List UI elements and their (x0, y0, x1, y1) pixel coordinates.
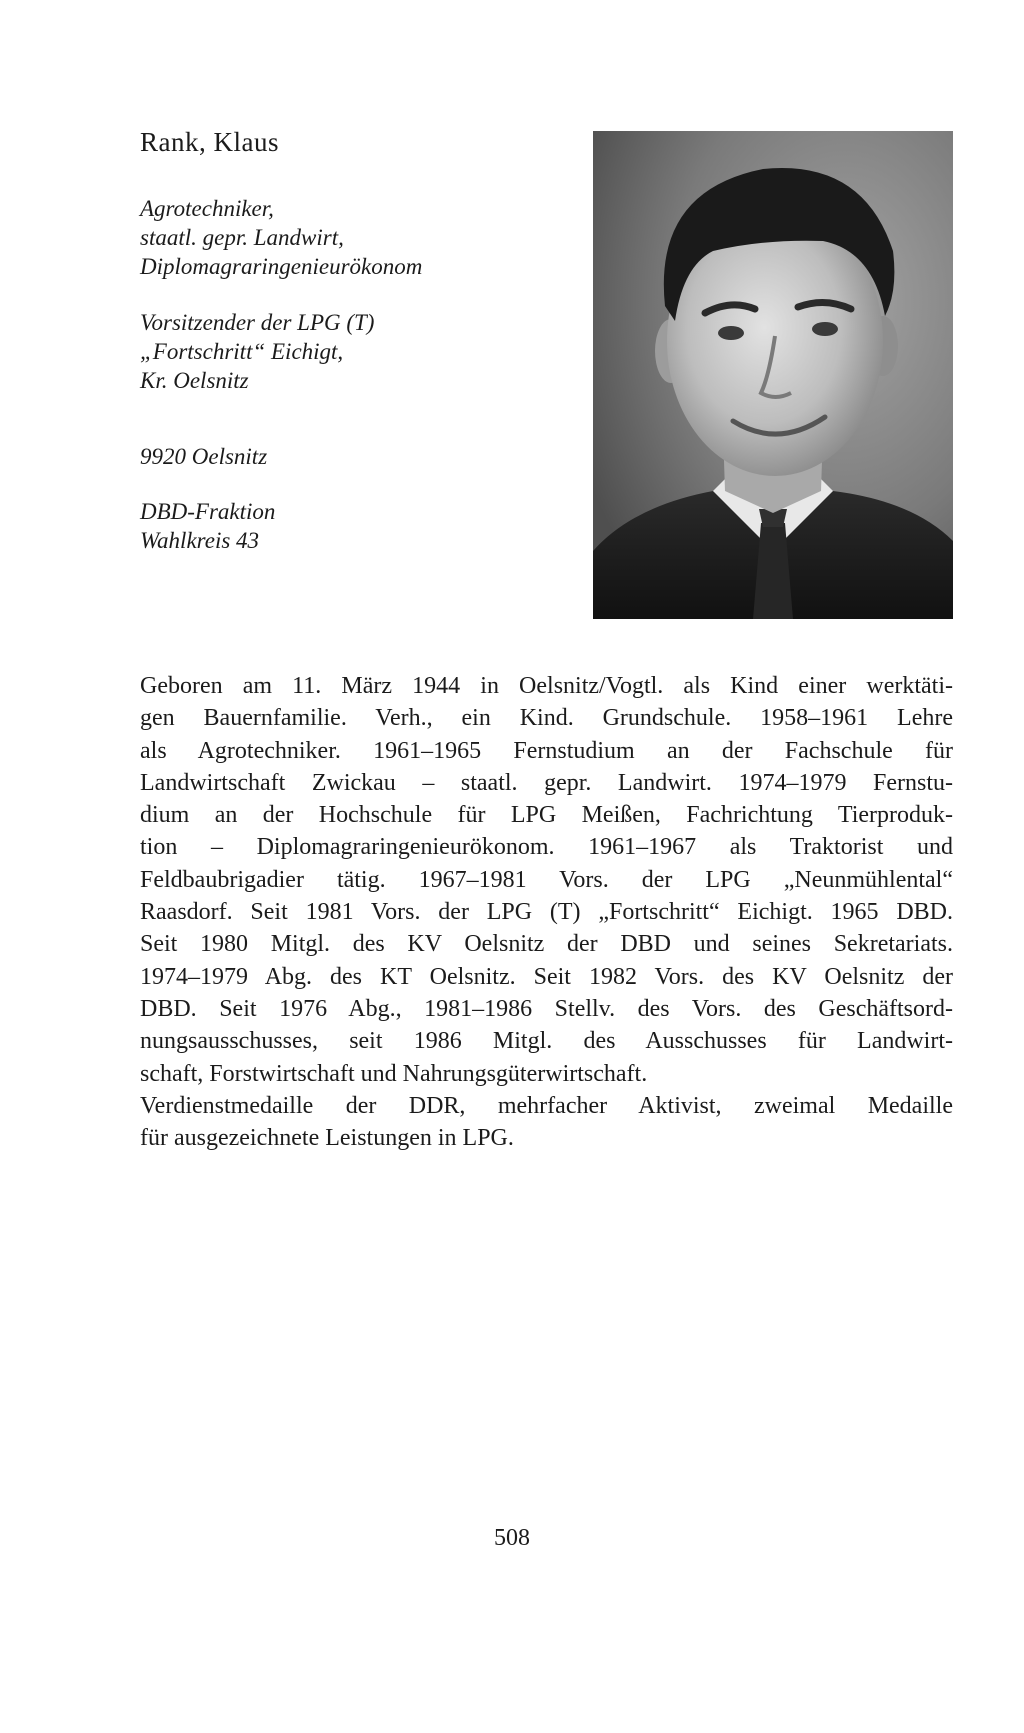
position-line: Kr. Oelsnitz (140, 368, 249, 393)
portrait-photo (593, 131, 953, 619)
biography-line: Raasdorf. Seit 1981 Vors. der LPG (T) „Fortschritt“ Eichigt. 1965 DBD. (140, 899, 953, 926)
constituency-line: Wahlkreis 43 (140, 528, 260, 553)
biography-line: schaft, Forstwirtschaft und Nahrungsgüterwirtschaft. (140, 1060, 648, 1087)
biography-line: dium an der Hochschule für LPG Meißen, Fachrichtung Tierproduk- (140, 802, 953, 829)
biography-line: nungsausschusses, seit 1986 Mitgl. des Ausschusses für Landwirt- (140, 1028, 953, 1055)
address-line: 9920 Oelsnitz (140, 444, 268, 469)
position-line: „Fortschritt“ Eichigt, (140, 339, 344, 364)
awards-line: Verdienstmedaille der DDR, mehrfacher Aktivist, zweimal Medaille (140, 1092, 953, 1119)
biography-line: tion – Diplomagraringenieurökonom. 1961–1967 als Traktorist und (140, 834, 953, 861)
biography-line: gen Bauernfamilie. Verh., ein Kind. Grundschule. 1958–1961 Lehre (140, 705, 953, 732)
page-number: 508 (494, 1525, 530, 1551)
person-name: Rank, Klaus (140, 127, 279, 157)
faction-line: DBD-Fraktion (140, 499, 276, 524)
awards-line: für ausgezeichnete Leistungen in LPG. (140, 1125, 514, 1152)
qualification-line: Diplomagraringenieurökonom (140, 254, 423, 279)
biography-line: als Agrotechniker. 1961–1965 Fernstudium an der Fachschule für (140, 737, 953, 764)
qualification-line: Agrotechniker, (140, 196, 274, 221)
qualifications-block (140, 194, 422, 281)
address-block (140, 442, 267, 471)
biography-line: DBD. Seit 1976 Abg., 1981–1986 Stellv. des Vors. des Geschäftsord- (140, 995, 953, 1022)
biography-line: Feldbaubrigadier tätig. 1967–1981 Vors. der LPG „Neunmühlental“ (140, 866, 953, 893)
position-block (140, 308, 374, 395)
biography-text (140, 670, 953, 1154)
biography-line: Seit 1980 Mitgl. des KV Oelsnitz der DBD und seines Sekretariats. (140, 931, 953, 958)
faction-block (140, 497, 275, 555)
biography-line: Landwirtschaft Zwickau – staatl. gepr. Landwirt. 1974–1979 Fernstu- (140, 769, 953, 796)
qualification-line: staatl. gepr. Landwirt, (140, 225, 344, 250)
biography-line: Geboren am 11. März 1944 in Oelsnitz/Vogtl. als Kind einer werktäti- (140, 673, 953, 699)
biography-line: 1974–1979 Abg. des KT Oelsnitz. Seit 1982 Vors. des KV Oelsnitz der (140, 963, 953, 990)
position-line: Vorsitzender der LPG (T) (140, 310, 375, 335)
